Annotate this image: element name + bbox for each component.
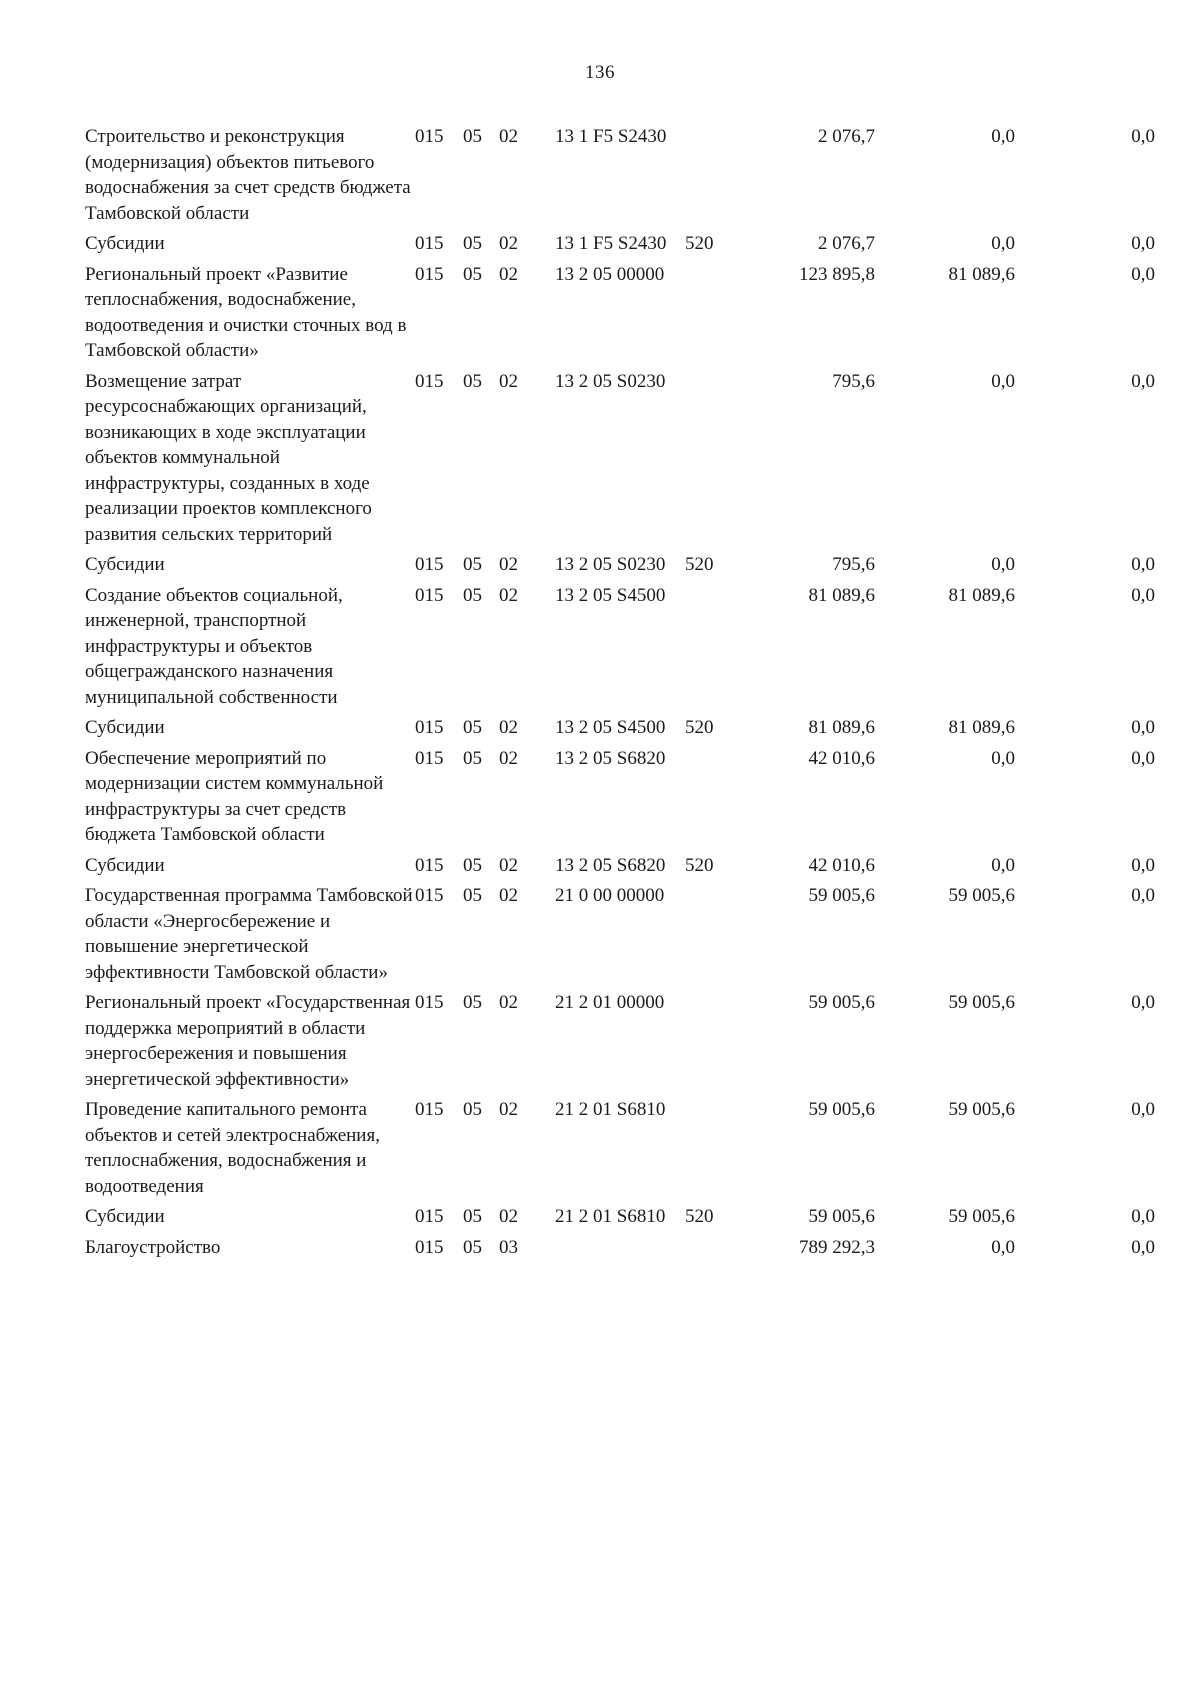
row-ved-code: 015	[415, 1099, 444, 1120]
row-name: Субсидии	[85, 854, 165, 876]
row-ved-code: 015	[415, 584, 444, 606]
table-row	[85, 883, 1165, 985]
row-target-code: 21 0 00 00000	[555, 885, 665, 906]
row-sum-1: 42 010,6	[808, 854, 875, 876]
row-target-code: 21 2 01 S6810	[555, 1206, 666, 1227]
table-row	[85, 1204, 1165, 1230]
row-expense-type: 520	[685, 854, 714, 876]
row-sum-2: 81 089,6	[948, 263, 1015, 285]
row-name: Субсидии	[85, 554, 165, 575]
row-section-code: 05	[463, 747, 482, 769]
row-ved-code: 015	[415, 554, 444, 575]
table-row	[85, 231, 1165, 257]
row-sum-3: 0,0	[1131, 1206, 1155, 1227]
row-section-code: 05	[463, 885, 482, 906]
row-sum-2: 0,0	[991, 370, 1015, 392]
row-subsection-code: 02	[499, 233, 518, 254]
table-row	[85, 853, 1165, 879]
row-sum-3: 0,0	[1131, 992, 1155, 1013]
row-sum-3: 0,0	[1131, 747, 1155, 769]
row-sum-1: 59 005,6	[808, 1206, 875, 1227]
row-name: Региональный проект «Государственная поддержка мероприятий в области энергосбережения и повышения энергетической эффективности»	[85, 992, 411, 1090]
row-section-code: 05	[463, 854, 482, 876]
row-sum-3: 0,0	[1131, 370, 1155, 392]
row-ved-code: 015	[415, 717, 444, 738]
row-name: Возмещение затрат ресурсоснабжающих организаций, возникающих в ходе эксплуатации объектов коммунальной инфраструктуры, созданных в ходе реализации проектов комплексного развития сельских территорий	[85, 370, 372, 545]
row-sum-1: 42 010,6	[808, 747, 875, 769]
table-row	[85, 1235, 1165, 1261]
row-sum-2: 0,0	[991, 126, 1015, 147]
row-target-code: 21 2 01 S6810	[555, 1099, 666, 1120]
row-ved-code: 015	[415, 747, 444, 769]
row-section-code: 05	[463, 233, 482, 254]
row-section-code: 05	[463, 1099, 482, 1120]
row-section-code: 05	[463, 992, 482, 1013]
row-sum-2: 59 005,6	[948, 992, 1015, 1013]
table-row	[85, 124, 1165, 226]
row-sum-3: 0,0	[1131, 263, 1155, 285]
row-sum-3: 0,0	[1131, 584, 1155, 606]
row-target-code: 13 2 05 S0230	[555, 554, 666, 575]
row-section-code: 05	[463, 1236, 482, 1258]
row-sum-1: 123 895,8	[799, 263, 875, 285]
row-target-code: 13 1 F5 S2430	[555, 233, 667, 254]
row-target-code: 13 2 05 S4500	[555, 584, 666, 606]
row-sum-2: 59 005,6	[948, 1099, 1015, 1120]
row-subsection-code: 02	[499, 854, 518, 876]
table-row	[85, 552, 1165, 578]
row-subsection-code: 02	[499, 263, 518, 285]
budget-table	[85, 124, 1165, 1265]
row-name: Субсидии	[85, 233, 165, 254]
row-target-code: 13 1 F5 S2430	[555, 126, 667, 147]
row-name: Обеспечение мероприятий по модернизации систем коммунальной инфраструктуры за счет средств бюджета Тамбовской области	[85, 747, 384, 845]
row-name: Создание объектов социальной, инженерной, транспортной инфраструктуры и объектов общегражданского назначения муниципальной собственности	[85, 584, 343, 708]
row-sum-2: 59 005,6	[948, 1206, 1015, 1227]
row-sum-3: 0,0	[1131, 854, 1155, 876]
row-ved-code: 015	[415, 885, 444, 906]
table-row	[85, 1097, 1165, 1199]
table-row	[85, 990, 1165, 1092]
row-target-code: 21 2 01 00000	[555, 992, 665, 1013]
row-subsection-code: 02	[499, 584, 518, 606]
row-expense-type: 520	[685, 554, 714, 575]
row-sum-1: 59 005,6	[808, 992, 875, 1013]
row-subsection-code: 02	[499, 1099, 518, 1120]
row-sum-1: 795,6	[832, 554, 875, 575]
row-subsection-code: 02	[499, 717, 518, 738]
row-expense-type: 520	[685, 1206, 714, 1227]
row-ved-code: 015	[415, 854, 444, 876]
row-subsection-code: 02	[499, 554, 518, 575]
row-sum-1: 81 089,6	[808, 584, 875, 606]
row-target-code: 13 2 05 00000	[555, 263, 665, 285]
row-subsection-code: 02	[499, 126, 518, 147]
row-sum-3: 0,0	[1131, 885, 1155, 906]
row-subsection-code: 03	[499, 1236, 518, 1258]
row-subsection-code: 02	[499, 370, 518, 392]
row-section-code: 05	[463, 370, 482, 392]
row-subsection-code: 02	[499, 992, 518, 1013]
row-ved-code: 015	[415, 992, 444, 1013]
row-sum-1: 789 292,3	[799, 1236, 875, 1258]
table-row	[85, 746, 1165, 848]
row-sum-2: 59 005,6	[948, 885, 1015, 906]
row-section-code: 05	[463, 126, 482, 147]
row-sum-2: 0,0	[991, 854, 1015, 876]
row-ved-code: 015	[415, 233, 444, 254]
row-target-code: 13 2 05 S6820	[555, 747, 666, 769]
row-sum-1: 81 089,6	[808, 717, 875, 738]
table-row	[85, 369, 1165, 548]
row-sum-3: 0,0	[1131, 1236, 1155, 1258]
row-name: Субсидии	[85, 717, 165, 738]
row-target-code: 13 2 05 S4500	[555, 717, 666, 738]
row-sum-2: 81 089,6	[948, 717, 1015, 738]
row-name: Строительство и реконструкция (модернизация) объектов питьевого водоснабжения за счет средств бюджета Тамбовской области	[85, 126, 411, 224]
row-sum-2: 0,0	[991, 747, 1015, 769]
row-sum-1: 795,6	[832, 370, 875, 392]
row-sum-3: 0,0	[1131, 126, 1155, 147]
row-name: Государственная программа Тамбовской области «Энергосбережение и повышение энергетической эффективности Тамбовской области»	[85, 885, 413, 983]
row-sum-3: 0,0	[1131, 233, 1155, 254]
table-row	[85, 583, 1165, 711]
row-section-code: 05	[463, 554, 482, 575]
row-ved-code: 015	[415, 1206, 444, 1227]
row-ved-code: 015	[415, 1236, 444, 1258]
row-target-code: 13 2 05 S0230	[555, 370, 666, 392]
row-sum-1: 59 005,6	[808, 1099, 875, 1120]
row-subsection-code: 02	[499, 747, 518, 769]
row-sum-2: 0,0	[991, 554, 1015, 575]
row-name: Благоустройство	[85, 1236, 221, 1258]
row-sum-1: 2 076,7	[818, 126, 875, 147]
row-section-code: 05	[463, 1206, 482, 1227]
row-name: Субсидии	[85, 1206, 165, 1227]
row-ved-code: 015	[415, 370, 444, 392]
row-name: Проведение капитального ремонта объектов и сетей электроснабжения, теплоснабжения, водоснабжения и водоотведения	[85, 1099, 380, 1197]
row-expense-type: 520	[685, 233, 714, 254]
row-name: Региональный проект «Развитие теплоснабжения, водоснабжение, водоотведения и очистки сточных вод в Тамбовской области»	[85, 263, 407, 361]
row-target-code: 13 2 05 S6820	[555, 854, 666, 876]
table-row	[85, 715, 1165, 741]
row-ved-code: 015	[415, 126, 444, 147]
row-sum-3: 0,0	[1131, 1099, 1155, 1120]
row-sum-2: 81 089,6	[948, 584, 1015, 606]
row-sum-3: 0,0	[1131, 554, 1155, 575]
row-subsection-code: 02	[499, 885, 518, 906]
table-row	[85, 262, 1165, 364]
row-section-code: 05	[463, 717, 482, 738]
row-ved-code: 015	[415, 263, 444, 285]
row-sum-2: 0,0	[991, 1236, 1015, 1258]
row-sum-3: 0,0	[1131, 717, 1155, 738]
page-number: 136	[585, 62, 615, 83]
row-sum-1: 59 005,6	[808, 885, 875, 906]
row-expense-type: 520	[685, 717, 714, 738]
row-subsection-code: 02	[499, 1206, 518, 1227]
row-section-code: 05	[463, 584, 482, 606]
row-sum-1: 2 076,7	[818, 233, 875, 254]
row-section-code: 05	[463, 263, 482, 285]
row-sum-2: 0,0	[991, 233, 1015, 254]
